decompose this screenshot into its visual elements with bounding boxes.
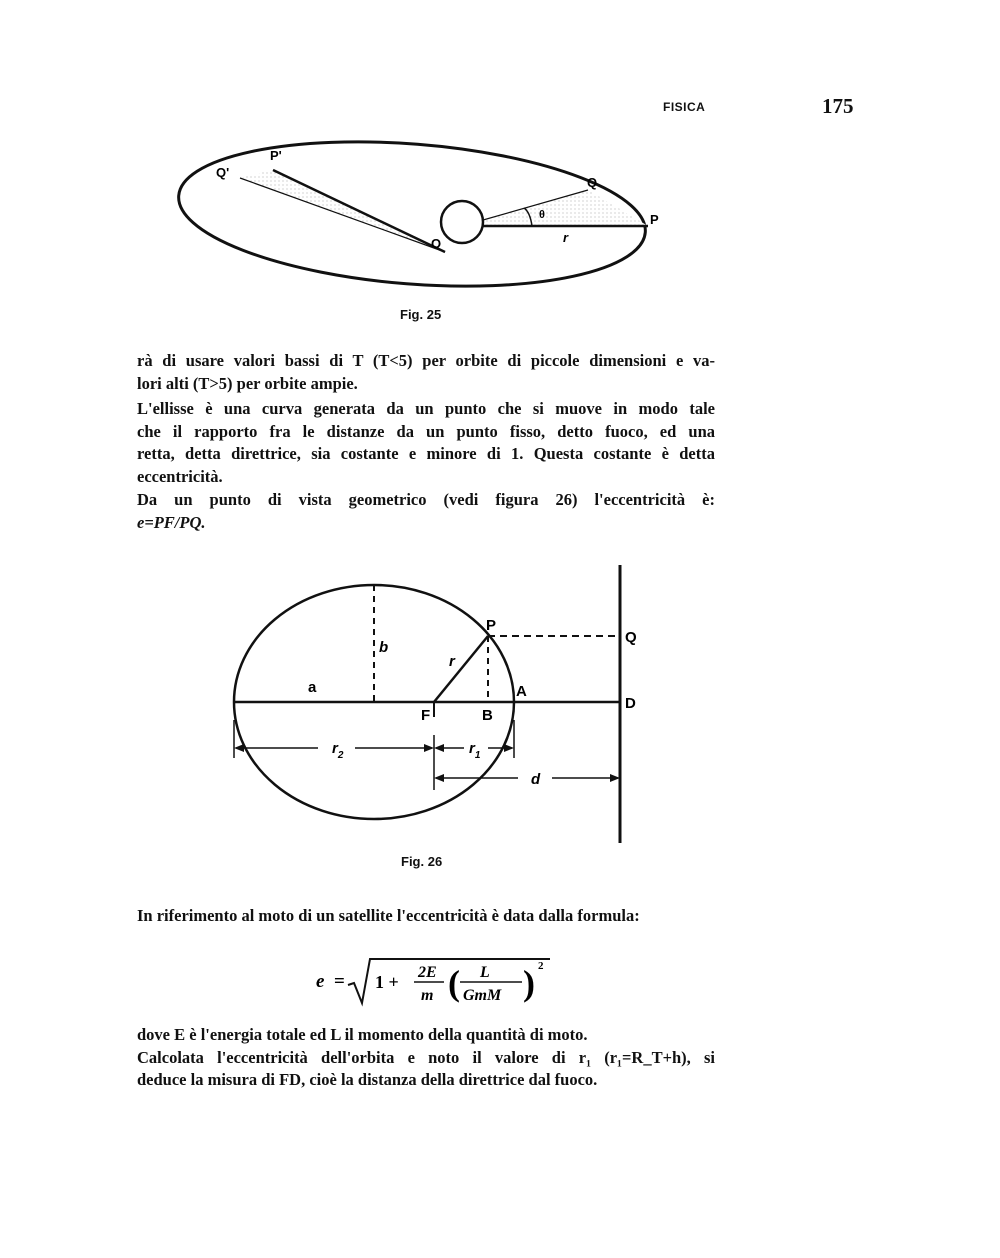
text-line: dove E è l'energia totale ed L il momento della quantità di moto. [137, 1025, 588, 1044]
label-d-distance: d [531, 771, 541, 788]
text-line: deduce la misura di FD, cioè la distanza della direttrice dal fuoco. [137, 1070, 598, 1090]
figure-26-caption: Fig. 26 [401, 854, 443, 869]
label-r: r [563, 230, 569, 245]
formula-equals: = [334, 971, 345, 992]
formula-exponent: 2 [538, 960, 544, 972]
label-b-point: B [482, 707, 493, 724]
label-p: P [486, 617, 497, 634]
text-line-formula: e=PF/PQ. [137, 512, 206, 532]
text-line: che il rapporto fra le distanze da un punto fisso, detto fuoco, ed una [137, 421, 715, 441]
radius-pf [434, 636, 488, 702]
formula-num2: L [480, 964, 490, 981]
text-line: rà di usare valori bassi di T (T<5) per orbite di piccole dimensioni e va- [137, 351, 715, 370]
text-line: Da un punto di vista geometrico (vedi figura 26) l'eccentricità è: [137, 490, 715, 509]
running-header-section: FISICA [663, 100, 706, 114]
text-line: Calcolata l'eccentricità dell'orbita e noto il valore di r₁ (r₁=R_T+h), si [137, 1047, 715, 1067]
paragraph-4 [137, 905, 715, 928]
sector-qp-prime [240, 170, 445, 252]
label-a-semimajor: a [308, 679, 317, 696]
svg-text:(: ( [448, 963, 460, 1003]
label-q: Q [625, 629, 637, 646]
label-q-prime: Q' [216, 165, 230, 180]
page-number: 175 [822, 94, 854, 118]
formula-num1: 2E [418, 964, 437, 981]
text-line: retta, detta direttrice, sia costante e minore di 1. Questa costante è detta [137, 444, 715, 464]
label-r: r [449, 653, 455, 670]
formula-den1: m [421, 987, 434, 1004]
svg-text:): ) [523, 963, 535, 1003]
label-f: F [421, 707, 431, 724]
paragraph-1 [137, 350, 715, 395]
label-d-point: D [625, 695, 636, 712]
paragraph-3 [137, 489, 715, 534]
formula-one-plus: 1 + [375, 972, 399, 992]
label-p-prime: P' [270, 148, 282, 163]
label-b-semiminor: b [379, 639, 389, 656]
eccentricity-formula [310, 955, 570, 1010]
label-p: P [650, 212, 659, 227]
figure-25-caption: Fig. 25 [400, 307, 442, 322]
label-r1: $r_1$ [469, 740, 481, 761]
figure-26-ellipse-diagram [220, 560, 650, 850]
paragraph-2 [137, 398, 715, 488]
label-o: O [431, 236, 442, 251]
figure-25-orbit-diagram [170, 140, 670, 300]
text-line: eccentricità. [137, 466, 223, 486]
formula-den2: GmM [463, 987, 502, 1004]
label-q: Q [587, 175, 598, 190]
formula-lhs: e [316, 971, 325, 992]
label-theta: θ [539, 209, 545, 221]
paragraph-5 [137, 1024, 715, 1092]
label-a-point: A [516, 683, 527, 700]
label-r2: $r_2$ [332, 740, 344, 761]
central-body [441, 201, 483, 243]
text-line: In riferimento al moto di un satellite l'eccentricità è data dalla formula: [137, 906, 640, 925]
text-line: L'ellisse è una curva generata da un punto che si muove in modo tale [137, 399, 715, 418]
text-line: lori alti (T>5) per orbite ampie. [137, 373, 358, 393]
